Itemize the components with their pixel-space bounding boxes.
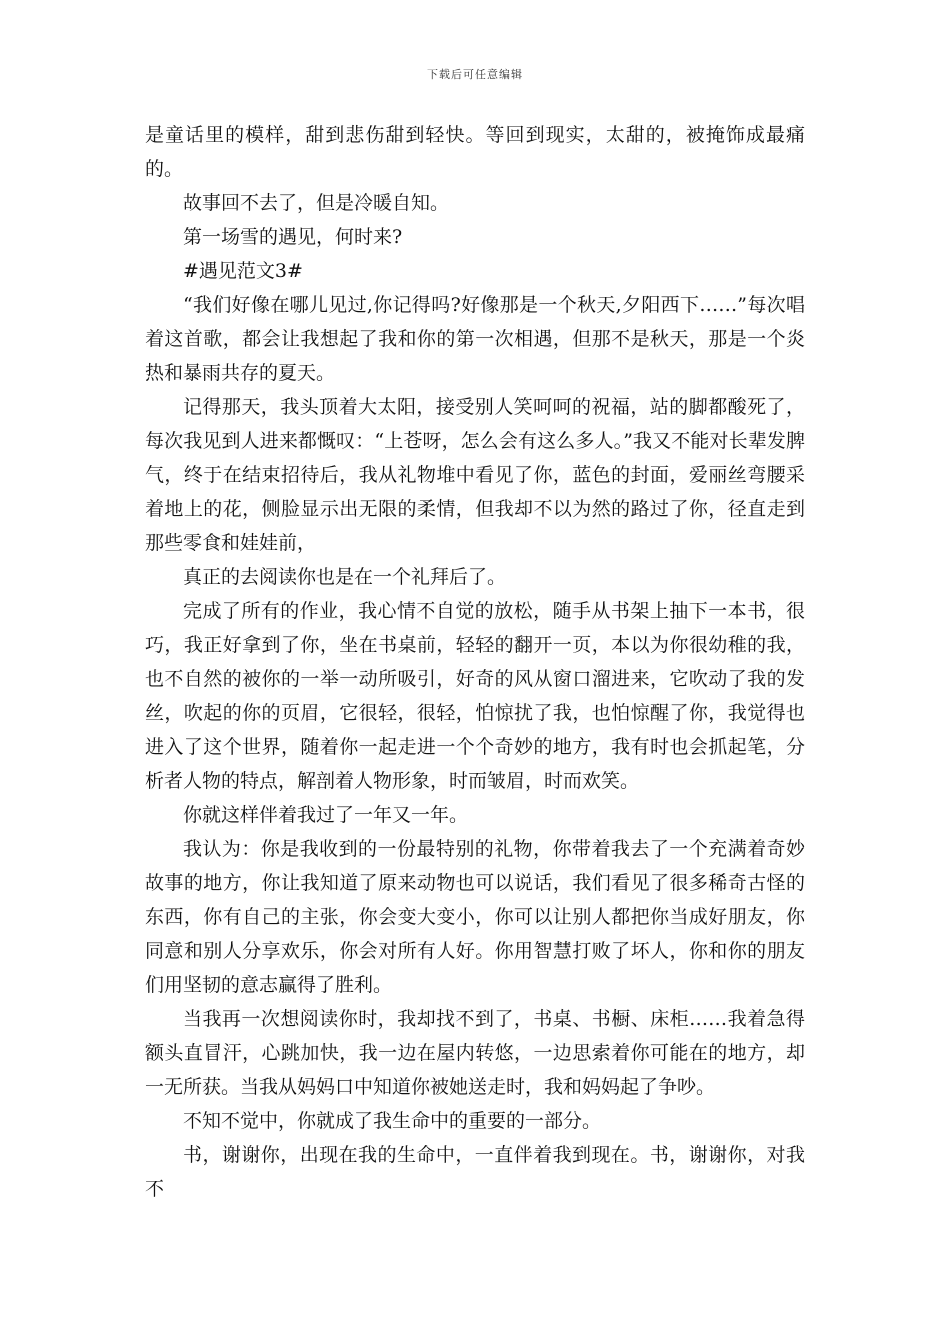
paragraph: 记得那天，我头顶着大太阳，接受别人笑呵呵的祝福，站的脚都酸死了，每次我见到人进来都慨叹：“上苍呀，怎么会有这么多人。”我又不能对长辈发脾气，终于在结束招待后，我从礼物堆中看见了你，蓝色的封面，爱丽丝弯腰采着地上的花，侧脸显示出无限的柔情，但我却不以为然的路过了你，径直走到那些零食和娃娃前，: [145, 396, 805, 554]
paragraph: 我认为：你是我收到的一份最特别的礼物，你带着我去了一个充满着奇妙故事的地方，你让我知道了原来动物也可以说话，我们看见了很多稀奇古怪的东西，你有自己的主张，你会变大变小，你可以让别人都把你当成好朋友，你同意和别人分享欢乐，你会对所有人好。你用智慧打败了坏人，你和你的朋友们用坚韧的意志赢得了胜利。: [145, 838, 805, 996]
page-header: 下载后可任意编辑: [427, 68, 523, 81]
paragraph: 你就这样伴着我过了一年又一年。: [183, 804, 469, 826]
paragraph: 真正的去阅读你也是在一个礼拜后了。: [183, 566, 507, 588]
paragraph: 当我再一次想阅读你时，我却找不到了，书桌、书橱、床柜……我着急得额头直冒汗，心跳加快，我一边在屋内转悠，一边思索着你可能在的地方，却一无所获。当我从妈妈口中知道你被她送走时，我和妈妈起了争吵。: [145, 1008, 805, 1098]
paragraph: “我们好像在哪儿见过,你记得吗?好像那是一个秋天,夕阳西下……”每次唱着这首歌，都会让我想起了我和你的第一次相遇，但那不是秋天，那是一个炎热和暴雨共存的夏天。: [145, 294, 805, 384]
section-heading: #遇见范文3#: [183, 260, 303, 282]
paragraph: 书，谢谢你，出现在我的生命中，一直伴着我到现在。书，谢谢你，对我不: [145, 1144, 805, 1200]
paragraph-continuation: 是童话里的模样，甜到悲伤甜到轻快。等回到现实，太甜的，被掩饰成最痛的。: [145, 124, 805, 180]
document-body: [145, 118, 805, 1206]
paragraph: 第一场雪的遇见，何时来?: [183, 226, 403, 248]
paragraph: 不知不觉中，你就成了我生命中的重要的一部分。: [183, 1110, 602, 1132]
paragraph: 完成了所有的作业，我心情不自觉的放松，随手从书架上抽下一本书，很巧，我正好拿到了你，坐在书桌前，轻轻的翻开一页，本以为你很幼稚的我，也不自然的被你的一举一动所吸引，好奇的风从窗口溜进来，它吹动了我的发丝，吹起的你的页眉，它很轻，很轻，怕惊扰了我，也怕惊醒了你，我觉得也进入了这个世界，随着你一起走进一个个奇妙的地方，我有时也会抓起笔，分析者人物的特点，解剖着人物形象，时而皱眉，时而欢笑。: [145, 600, 805, 792]
paragraph: 故事回不去了，但是冷暖自知。: [183, 192, 450, 214]
